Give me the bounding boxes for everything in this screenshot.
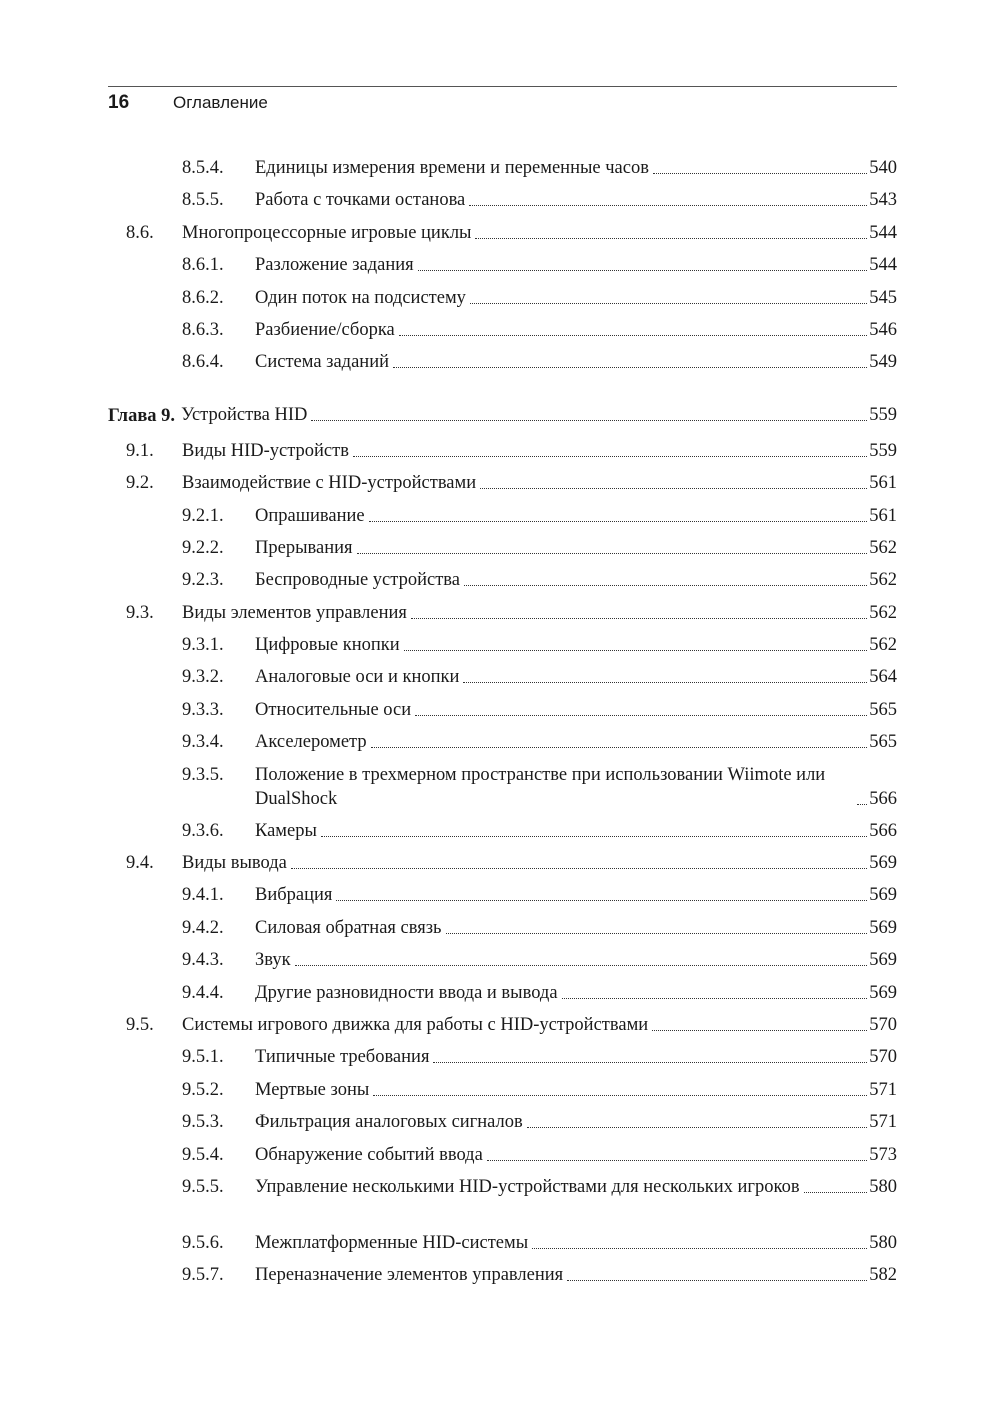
toc-entry-title: Вибрация <box>255 885 333 906</box>
dot-leader <box>480 488 867 489</box>
toc-entry-number: 9.4.3. <box>182 950 224 971</box>
toc-entry-number: 9.2.1. <box>182 505 224 526</box>
toc-entry-number: 9.5.3. <box>182 1112 224 1133</box>
toc-entry-number: 9.2. <box>126 473 154 494</box>
toc-subsection-entry[interactable] <box>108 815 897 847</box>
dot-leader <box>532 1248 867 1249</box>
toc-entry-title: Мертвые зоны <box>255 1079 370 1100</box>
toc-entry-page: 570 <box>869 1047 897 1068</box>
dot-leader <box>291 868 867 869</box>
toc-entry-number: 9.3.3. <box>182 699 224 720</box>
toc-entry-page: 565 <box>869 732 897 753</box>
toc-entry-number: 9.2.3. <box>182 570 224 591</box>
toc-entry-number: 9.5.7. <box>182 1265 224 1286</box>
toc-subsection-entry[interactable] <box>108 912 897 944</box>
dot-leader <box>369 521 868 522</box>
toc-entry-number: 9.4.2. <box>182 917 224 938</box>
dot-leader <box>353 456 867 457</box>
toc-entry-title: Относительные оси <box>255 699 412 720</box>
toc-subsection-entry[interactable] <box>108 1259 897 1291</box>
toc-entry-page: 580 <box>869 1176 897 1197</box>
toc-entry-page: 562 <box>869 537 897 558</box>
dot-leader <box>418 270 868 271</box>
toc-entry-page: 582 <box>869 1265 897 1286</box>
toc-entry-number: 9.3.2. <box>182 667 224 688</box>
toc-entry-title: Прерывания <box>255 537 353 558</box>
dot-leader <box>446 933 868 934</box>
toc-section-entry[interactable] <box>108 847 897 879</box>
toc-entry-page: 566 <box>869 820 897 841</box>
toc-entry-number: 9.2.2. <box>182 537 224 558</box>
toc-entry-number: 9.5. <box>126 1014 154 1035</box>
toc-entry-title: Беспроводные устройства <box>255 570 460 591</box>
toc-entry-page: 543 <box>869 190 897 211</box>
dot-leader <box>527 1127 867 1128</box>
toc-entry-number: 9.3.1. <box>182 635 224 656</box>
toc-entry-page: 540 <box>869 158 897 178</box>
dot-leader <box>393 367 867 368</box>
toc-entry-number: Глава 9. <box>108 405 176 426</box>
page-number: 16 <box>108 92 130 113</box>
toc-subsection-entry[interactable] <box>108 1139 897 1171</box>
toc-subsection-entry[interactable] <box>108 629 897 661</box>
toc-entry-number: 8.6.4. <box>182 352 224 373</box>
toc-entry-title: Другие разновидности ввода и вывода <box>255 982 558 1003</box>
toc-entry-page: 561 <box>869 505 897 526</box>
toc-entry-page: 571 <box>869 1112 897 1133</box>
toc-entry-page: 570 <box>869 1014 897 1035</box>
toc-entry-title: Единицы измерения времени и переменные часов <box>255 158 649 178</box>
toc-entry-page: 569 <box>869 917 897 938</box>
toc-entry-page: 569 <box>869 885 897 906</box>
toc-entry-title: Фильтрация аналоговых сигналов <box>255 1112 523 1133</box>
toc-entry-number: 9.3.6. <box>182 820 224 841</box>
toc-section-entry[interactable] <box>108 1009 897 1041</box>
toc-subsection-entry[interactable] <box>108 1074 897 1106</box>
toc-subsection-entry[interactable] <box>108 759 897 815</box>
toc-entry-title: Обнаружение событий ввода <box>255 1144 483 1165</box>
toc-entry-number: 8.6.2. <box>182 287 224 308</box>
table-of-contents <box>108 152 897 1292</box>
toc-subsection-entry[interactable] <box>108 944 897 976</box>
toc-subsection-entry[interactable] <box>108 977 897 1009</box>
toc-entry-title: Один поток на подсистему <box>255 287 466 308</box>
toc-entry-number: 9.5.2. <box>182 1079 224 1100</box>
toc-entry-page: 562 <box>869 570 897 591</box>
toc-section-entry[interactable] <box>108 435 897 467</box>
toc-entry-page: 544 <box>869 255 897 276</box>
dot-leader <box>464 585 867 586</box>
dot-leader <box>371 747 868 748</box>
dot-leader <box>469 205 867 206</box>
toc-entry-title: Разбиение/сборка <box>255 319 395 340</box>
toc-subsection-entry[interactable] <box>108 564 897 596</box>
toc-entry-page: 564 <box>869 667 897 688</box>
dot-leader <box>404 650 868 651</box>
toc-entry-number: 8.6.3. <box>182 319 224 340</box>
toc-entry-title: Виды вывода <box>182 853 287 874</box>
chapter-gap <box>108 379 897 399</box>
dot-leader <box>804 1192 868 1193</box>
toc-entry-number: 9.1. <box>126 440 154 461</box>
dot-leader <box>399 335 867 336</box>
toc-entry-page: 571 <box>869 1079 897 1100</box>
toc-entry-page: 580 <box>869 1232 897 1253</box>
dot-leader <box>433 1062 867 1063</box>
dot-leader <box>653 173 867 174</box>
toc-entry-number: 9.4.1. <box>182 885 224 906</box>
toc-subsection-entry[interactable] <box>108 532 897 564</box>
dot-leader <box>475 238 867 239</box>
toc-entry-title: Камеры <box>255 820 317 841</box>
toc-subsection-entry[interactable] <box>108 1171 897 1227</box>
dot-leader <box>567 1280 867 1281</box>
toc-subsection-entry[interactable] <box>108 184 897 216</box>
toc-entry-title: Виды элементов управления <box>182 602 407 623</box>
toc-entry-page: 561 <box>869 473 897 494</box>
toc-entry-title: Взаимодействие с HID-устройствами <box>182 473 477 494</box>
toc-entry-title: Разложение задания <box>255 255 414 276</box>
page-header <box>108 92 268 118</box>
toc-entry-page: 569 <box>869 950 897 971</box>
toc-entry-number: 9.5.6. <box>182 1232 224 1253</box>
toc-entry-page: 545 <box>869 287 897 308</box>
toc-entry-title: Виды HID-устройств <box>182 440 349 461</box>
toc-entry-title: Многопроцессорные игровые циклы <box>182 222 472 243</box>
toc-subsection-entry[interactable] <box>108 879 897 911</box>
toc-entry-page: 549 <box>869 352 897 373</box>
toc-entry-title: Устройства HID <box>181 404 308 425</box>
toc-entry-page: 573 <box>869 1144 897 1165</box>
toc-entry-number: 9.3.5. <box>182 764 224 785</box>
toc-entry-title: Межплатформенные HID-системы <box>255 1232 529 1253</box>
dot-leader <box>463 682 867 683</box>
dot-leader <box>336 900 867 901</box>
toc-entry-page: 569 <box>869 853 897 874</box>
toc-entry-number: 9.5.1. <box>182 1047 224 1068</box>
toc-entry-number: 9.4.4. <box>182 982 224 1003</box>
toc-subsection-entry[interactable] <box>108 694 897 726</box>
toc-entry-title: Система заданий <box>255 352 390 373</box>
header-rule <box>108 86 897 87</box>
toc-entry-title: Переназначение элементов управления <box>255 1265 564 1286</box>
toc-entry-number: 9.4. <box>126 853 154 874</box>
toc-subsection-entry[interactable] <box>108 346 897 378</box>
toc-entry-title: Силовая обратная связь <box>255 917 442 938</box>
toc-entry-title: Положение в трехмерном пространстве при использовании Wiimote или DualShock <box>255 764 826 809</box>
toc-subsection-entry[interactable] <box>108 1106 897 1138</box>
toc-entry-page: 546 <box>869 319 897 340</box>
toc-entry-page: 544 <box>869 222 897 243</box>
dot-leader <box>357 553 868 554</box>
toc-entry-number: 9.3. <box>126 602 154 623</box>
toc-entry-number: 8.5.5. <box>182 190 224 211</box>
toc-subsection-entry[interactable] <box>108 726 897 758</box>
dot-leader <box>321 836 867 837</box>
dot-leader <box>652 1030 867 1031</box>
toc-entry-page: 559 <box>869 440 897 461</box>
toc-section-entry[interactable] <box>108 467 897 499</box>
toc-entry-title: Работа с точками останова <box>255 190 466 211</box>
toc-entry-number: 8.6. <box>126 222 154 243</box>
dot-leader <box>411 618 867 619</box>
dot-leader <box>373 1095 867 1096</box>
toc-entry-page: 569 <box>869 982 897 1003</box>
toc-subsection-entry[interactable] <box>108 282 897 314</box>
toc-entry-title: Цифровые кнопки <box>255 635 400 656</box>
toc-entry-page: 566 <box>869 788 897 809</box>
toc-entry-title: Опрашивание <box>255 505 365 526</box>
toc-entry-title: Типичные требования <box>255 1047 430 1068</box>
running-title: Оглавление <box>173 93 268 112</box>
toc-entry-page: 559 <box>869 404 897 425</box>
dot-leader <box>311 420 867 421</box>
dot-leader <box>415 715 867 716</box>
toc-entry-title: Системы игрового движка для работы с HID-устройствами <box>182 1014 649 1035</box>
toc-entry-title: Управление несколькими HID-устройствами для нескольких игроков <box>255 1176 800 1197</box>
toc-section-entry[interactable] <box>108 217 897 249</box>
toc-entry-title: Акселерометр <box>255 732 367 753</box>
toc-subsection-entry[interactable] <box>108 152 897 184</box>
toc-entry-number: 8.6.1. <box>182 255 224 276</box>
toc-entry-title: Звук <box>255 950 291 971</box>
toc-subsection-entry[interactable] <box>108 1227 897 1259</box>
toc-entry-page: 562 <box>869 635 897 656</box>
dot-leader <box>857 804 867 805</box>
toc-subsection-entry[interactable] <box>108 661 897 693</box>
toc-entry-number: 9.5.4. <box>182 1144 224 1165</box>
toc-entry-number: 9.3.4. <box>182 732 224 753</box>
toc-entry-number: 8.5.4. <box>182 158 224 178</box>
toc-subsection-entry[interactable] <box>108 500 897 532</box>
dot-leader <box>562 998 868 999</box>
toc-subsection-entry[interactable] <box>108 249 897 281</box>
toc-chapter-entry[interactable] <box>108 399 897 435</box>
toc-entry-page: 562 <box>869 602 897 623</box>
toc-entry-title: Аналоговые оси и кнопки <box>255 667 460 688</box>
dot-leader <box>487 1160 867 1161</box>
dot-leader <box>295 965 868 966</box>
toc-entry-number: 9.5.5. <box>182 1176 224 1197</box>
toc-entry-page: 565 <box>869 699 897 720</box>
dot-leader <box>470 303 867 304</box>
toc-subsection-entry[interactable] <box>108 1041 897 1073</box>
toc-section-entry[interactable] <box>108 597 897 629</box>
toc-subsection-entry[interactable] <box>108 314 897 346</box>
